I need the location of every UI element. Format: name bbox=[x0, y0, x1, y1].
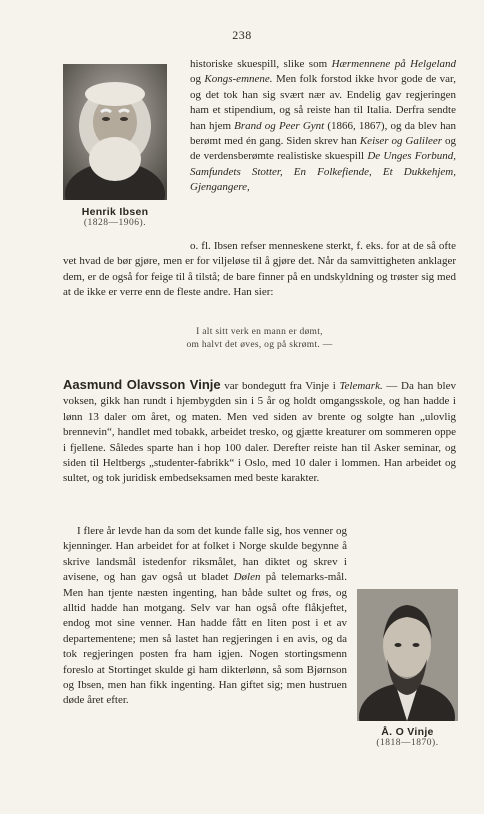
ibsen-years: (1828—1906). bbox=[83, 218, 147, 228]
work-title: Kongs-emnene. bbox=[204, 73, 273, 86]
vinje-paragraph bbox=[63, 377, 456, 487]
text-span: var bondegutt fra Vinje i bbox=[224, 380, 336, 392]
text-span: på telemarks-mål. Men han tjente næsten ingenting, han både sultet og frøs, og alltid hadde han motgang. Selv var han også ofte flåkjeftet, endog mot sine venner. Han hadde fått en liten post i et av departementene; men så lastet han regjeringen i en avis, og da tok regjeringen posten fra ham igjen. Nogen stortingsmenn foreslo at Stortinget skulde gi ham dikterlønn, så som Bjørnson og Ibsen, men han fikk ingenting. Han giftet sig; men hustruen døde året efter. bbox=[63, 571, 347, 707]
ibsen-portrait bbox=[63, 64, 167, 200]
text-span: — Da han blev voksen, gikk han rundt i hjembygden sin i 5 år og holdt omgangsskole, og han hadde i lønn 13 daler om året, og maten. Men ved siden av brente og solgte han „ulovlig brennevin“, handlet med tobakk, arbeidet tresko, og gjætte kreaturer om sommeren oppe i fjellene. Således sparte han i hop 100 daler. Derefter reiste han til Asker seminar, og siden til Heltbergs „studenter-fabrikk“ i Oslo, med 10 daler i lommen. Han arbeidet og sultet, og tok juridisk embedseksamen med beste karakter. bbox=[63, 380, 456, 485]
vinje-portrait bbox=[357, 589, 458, 721]
vinje-paragraph-2 bbox=[63, 524, 347, 709]
text-span: og de verdensberømte realistiske skuespill bbox=[190, 135, 456, 163]
ibsen-paragraph-cont bbox=[63, 239, 456, 301]
text-span: og bbox=[190, 73, 201, 86]
vinje-heading: Aasmund Olavsson Vinje bbox=[63, 377, 221, 392]
place-name: Telemark. bbox=[339, 380, 383, 392]
page-number: 238 bbox=[232, 28, 252, 42]
ibsen-caption bbox=[63, 206, 167, 228]
ibsen-quote bbox=[63, 326, 456, 352]
text-span: Men folk forstod ikke hvor gode de var, og det tok han sig svært nær av. Endelig gav regjeringen ham et stipendium, og så reiste han til Italia. Derfra sendte han hjem bbox=[190, 73, 456, 132]
work-title: Brand bbox=[234, 119, 262, 132]
work-titles: De Unges Forbund, Samfundets Stotter, En Folkefiende, Et Dukkehjem, Gjengangere, bbox=[190, 150, 457, 194]
quote-line-1: I alt sitt verk en mann er dømt, bbox=[196, 327, 323, 337]
vinje-years: (1818—1870). bbox=[376, 738, 439, 748]
vinje-caption bbox=[357, 726, 458, 748]
publication-title: Dølen bbox=[233, 571, 261, 584]
text-span: (1866, 1867), og da blev han berømt med én gang. Siden skrev han bbox=[190, 119, 457, 148]
text-span: I flere år levde han da som det kunde falle sig, hos venner og kjenninger. Han arbeidet for at folket i Norge skulde begynne å skrive landsmål istedenfor riksmålet, han diktet og skrev i avisene, og han gav også ut bladet bbox=[63, 525, 347, 584]
vinje-name: Å. O Vinje bbox=[381, 726, 434, 738]
text-span: o. fl. Ibsen refser menneskene sterkt, f. eks. for at de så ofte vet hvad de bør gjøre, men er for viljeløse til å gjøre det. Når da samvittigheten anklager dem, er de også for feige til å tilstå; de bare finner på en undskyldning og trøster sig med at de ikke er verre enn de fleste andre. Han sier: bbox=[63, 240, 456, 299]
text-span: og bbox=[264, 119, 276, 132]
quote-line-2: om halvt det øves, og på skrømt. — bbox=[186, 340, 333, 350]
work-title: Keiser og Galileer bbox=[359, 135, 443, 148]
ibsen-paragraph bbox=[190, 57, 456, 196]
work-title: Peer Gynt bbox=[278, 119, 325, 132]
work-title: Hærmennene på Helgeland bbox=[331, 58, 457, 70]
text-span: historiske skuespill, slike som bbox=[190, 58, 328, 70]
ibsen-name: Henrik Ibsen bbox=[81, 206, 149, 218]
